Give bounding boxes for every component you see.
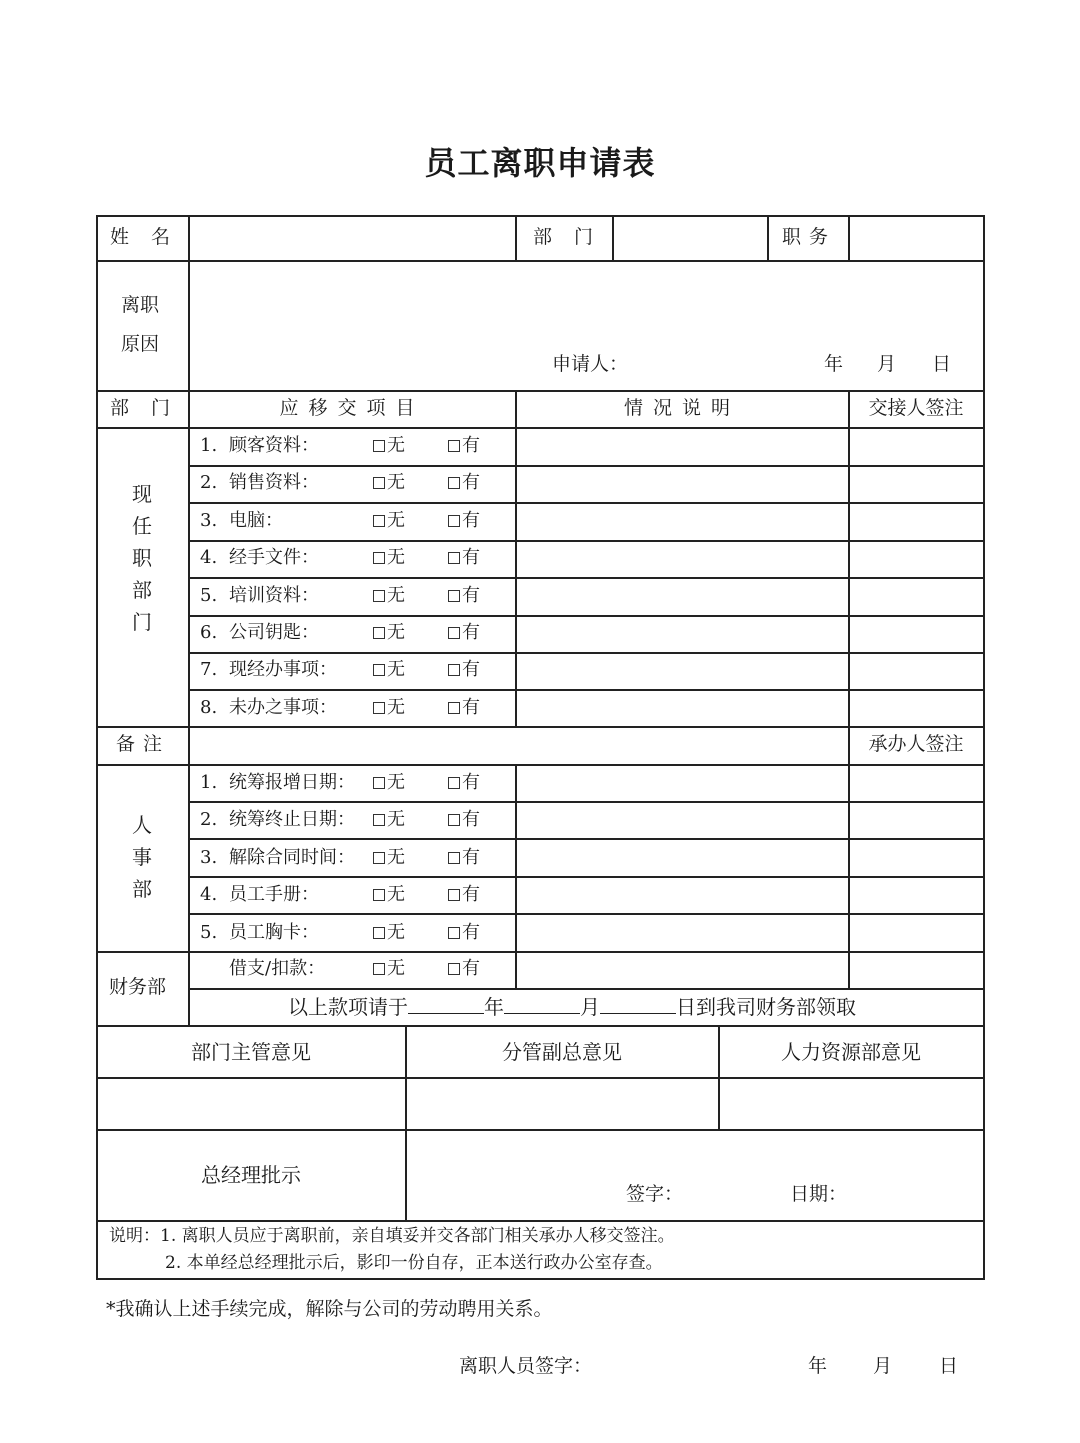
- hr-option-yes[interactable]: 有: [448, 774, 480, 792]
- blank-line[interactable]: [408, 999, 484, 1014]
- checkbox-icon: [373, 552, 385, 564]
- current-dept-details-cell[interactable]: [517, 464, 847, 499]
- checkbox-icon: [448, 515, 460, 527]
- current-dept-option-yes[interactable]: 有: [448, 624, 480, 642]
- hr-item-number: 1.: [200, 772, 218, 793]
- hr-option-yes[interactable]: 有: [448, 811, 480, 829]
- current-dept-item-label: 销售资料：: [229, 472, 319, 494]
- signature-year-label: 年: [808, 1355, 828, 1377]
- current-dept-item-number: 1.: [200, 435, 218, 456]
- checkbox-icon: [373, 852, 385, 864]
- col-divider: [767, 215, 769, 260]
- checkbox-icon: [448, 852, 460, 864]
- remarks-label: 备注: [116, 733, 171, 755]
- current-dept-item-label: 经手文件：: [229, 547, 319, 569]
- current-dept-item-number: 2.: [200, 472, 218, 494]
- current-dept-item-number: 3.: [200, 509, 218, 531]
- col-header-details: 情况说明: [623, 397, 741, 419]
- checkbox-icon: [373, 515, 385, 527]
- current-dept-item-label: 现经办事项：: [229, 659, 337, 681]
- current-dept-item-number: 4.: [200, 547, 218, 569]
- current-dept-option-yes[interactable]: 有: [448, 437, 480, 455]
- current-dept-details-cell[interactable]: [517, 689, 847, 724]
- current-dept-option-yes[interactable]: 有: [448, 587, 480, 605]
- current-dept-option-no[interactable]: 无: [373, 437, 405, 455]
- hr-item-label: 员工胸卡：: [229, 921, 319, 943]
- current-dept-item-label: 电脑：: [229, 509, 283, 531]
- blank-line[interactable]: [504, 999, 580, 1014]
- resignation-form-table: [96, 215, 985, 1280]
- checkbox-icon: [448, 889, 460, 901]
- note-line-2: 2. 本单经总经理批示后，影印一份自存，正本送行政办公室存查。: [165, 1253, 663, 1273]
- remarks-field[interactable]: [190, 728, 847, 763]
- hr-option-no[interactable]: 无: [373, 886, 405, 904]
- current-dept-option-no[interactable]: 无: [373, 587, 405, 605]
- current-dept-details-cell[interactable]: [517, 502, 847, 537]
- checkbox-icon: [448, 963, 460, 975]
- blank-line[interactable]: [600, 999, 676, 1014]
- hr-sign-cell[interactable]: [850, 876, 982, 911]
- vice-gm-opinion-field[interactable]: [407, 1079, 717, 1128]
- current-dept-sign-cell[interactable]: [850, 651, 982, 686]
- current-dept-sign-cell[interactable]: [850, 577, 982, 612]
- current-dept-option-yes[interactable]: 有: [448, 512, 480, 530]
- resignee-signature-label: 离职人员签字：: [459, 1355, 593, 1377]
- current-dept-details-cell[interactable]: [517, 577, 847, 612]
- current-dept-sign-cell[interactable]: [850, 689, 982, 724]
- checkbox-icon: [373, 702, 385, 714]
- hr-item-label: 统筹终止日期：: [229, 809, 355, 831]
- current-dept-item-label: 公司钥匙：: [229, 622, 319, 643]
- current-dept-label: 现 任 职 部 门: [132, 482, 152, 634]
- applicant-label: 申请人：: [552, 353, 629, 375]
- checkbox-icon: [448, 440, 460, 452]
- current-dept-option-no[interactable]: 无: [373, 512, 405, 530]
- hr-item-number: 2.: [200, 809, 218, 831]
- hr-option-no[interactable]: 无: [373, 811, 405, 829]
- current-dept-sign-cell[interactable]: [850, 464, 982, 499]
- current-dept-item-label: 顾客资料：: [229, 435, 319, 456]
- current-dept-item-number: 8.: [200, 696, 218, 718]
- current-dept-item-label: 培训资料：: [229, 584, 319, 606]
- checkbox-icon: [373, 963, 385, 975]
- current-dept-sign-cell[interactable]: [850, 539, 982, 574]
- hr-item-label: 统筹报增日期：: [229, 772, 355, 793]
- reason-month-label: 月: [877, 353, 897, 375]
- current-dept-option-yes[interactable]: 有: [448, 661, 480, 679]
- name-label: 姓名: [110, 226, 193, 248]
- hr-item-label: 解除合同时间：: [229, 846, 355, 868]
- current-dept-option-no[interactable]: 无: [373, 699, 405, 717]
- checkbox-icon: [373, 889, 385, 901]
- hr-details-cell[interactable]: [517, 764, 847, 799]
- col-header-handover-sign: 交接人签注: [868, 397, 964, 419]
- reason-label-line1: 离职: [121, 294, 160, 316]
- current-dept-option-no[interactable]: 无: [373, 661, 405, 679]
- hr-option-no[interactable]: 无: [373, 924, 405, 942]
- current-dept-details-cell[interactable]: [517, 539, 847, 574]
- col-divider: [515, 215, 517, 260]
- row-divider: [188, 988, 985, 990]
- current-dept-details-cell[interactable]: [517, 651, 847, 686]
- hr-details-cell[interactable]: [517, 914, 847, 949]
- gm-date-label: 日期：: [790, 1183, 848, 1205]
- table-border-right: [983, 215, 985, 1280]
- current-dept-option-no[interactable]: 无: [373, 624, 405, 642]
- finance-option-no[interactable]: 无: [373, 960, 405, 978]
- dept-head-opinion-label: 部门主管意见: [191, 1040, 311, 1064]
- current-dept-option-no[interactable]: 无: [373, 549, 405, 567]
- current-dept-sign-cell[interactable]: [850, 614, 982, 649]
- checkbox-icon: [373, 440, 385, 452]
- position-field[interactable]: [850, 217, 982, 259]
- checkbox-icon: [448, 627, 460, 639]
- row-divider: [96, 1220, 985, 1222]
- hr-opinion-field[interactable]: [720, 1079, 982, 1128]
- checkbox-icon: [448, 777, 460, 789]
- hr-option-yes[interactable]: 有: [448, 886, 480, 904]
- hr-item-label: 员工手册：: [229, 884, 319, 906]
- row-divider: [96, 951, 985, 953]
- current-dept-sign-cell[interactable]: [850, 502, 982, 537]
- reason-field[interactable]: [190, 262, 982, 352]
- current-dept-option-yes[interactable]: 有: [448, 549, 480, 567]
- checkbox-icon: [373, 664, 385, 676]
- hr-option-no[interactable]: 无: [373, 849, 405, 867]
- row-divider: [96, 1025, 985, 1027]
- hr-details-cell[interactable]: [517, 839, 847, 874]
- gm-approval-field[interactable]: [407, 1131, 982, 1219]
- hr-sign-cell[interactable]: [850, 839, 982, 874]
- current-dept-details-cell[interactable]: [517, 427, 847, 462]
- hr-sign-cell[interactable]: [850, 801, 982, 836]
- table-border-bottom: [96, 1278, 985, 1280]
- checkbox-icon: [448, 477, 460, 489]
- checkbox-icon: [448, 927, 460, 939]
- checkbox-icon: [373, 627, 385, 639]
- finance-option-yes[interactable]: 有: [448, 960, 480, 978]
- hr-item-number: 3.: [200, 846, 218, 868]
- dept-field[interactable]: [614, 217, 766, 259]
- name-field[interactable]: [190, 217, 514, 259]
- confirmation-statement: *我确认上述手续完成，解除与公司的劳动聘用关系。: [106, 1298, 553, 1320]
- hr-dept-label: 人 事 部: [132, 813, 152, 901]
- hr-option-yes[interactable]: 有: [448, 849, 480, 867]
- finance-dept-label: 财务部: [109, 976, 167, 998]
- checkbox-icon: [448, 814, 460, 826]
- checkbox-icon: [373, 477, 385, 489]
- row-divider: [96, 390, 985, 392]
- col-header-dept: 部门: [110, 397, 193, 419]
- hr-sign-cell[interactable]: [850, 764, 982, 799]
- gm-sign-label: 签字：: [626, 1183, 684, 1205]
- checkbox-icon: [448, 664, 460, 676]
- dept-label: 部门: [533, 226, 616, 248]
- reason-label-line2: 原因: [121, 333, 160, 355]
- current-dept-sign-cell[interactable]: [850, 427, 982, 462]
- current-dept-option-no[interactable]: 无: [373, 474, 405, 492]
- gm-approval-label: 总经理批示: [201, 1163, 301, 1187]
- checkbox-icon: [373, 590, 385, 602]
- current-dept-option-yes[interactable]: 有: [448, 474, 480, 492]
- vice-gm-opinion-label: 分管副总意见: [502, 1040, 622, 1064]
- signature-day-label: 日: [939, 1355, 959, 1377]
- dept-head-opinion-field[interactable]: [98, 1079, 404, 1128]
- current-dept-item-label: 未办之事项：: [229, 696, 337, 718]
- checkbox-icon: [448, 590, 460, 602]
- hr-sign-cell[interactable]: [850, 914, 982, 949]
- current-dept-item-number: 7.: [200, 659, 218, 681]
- checkbox-icon: [373, 777, 385, 789]
- hr-option-yes[interactable]: 有: [448, 924, 480, 942]
- current-dept-item-number: 5.: [200, 584, 218, 606]
- checkbox-icon: [448, 702, 460, 714]
- current-dept-details-cell[interactable]: [517, 614, 847, 649]
- page-title: 员工离职申请表: [424, 144, 656, 182]
- checkbox-icon: [448, 552, 460, 564]
- finance-collect-line: 以上款项请于 年 月 日到我司财务部领取: [288, 995, 856, 1019]
- handler-sign-label: 承办人签注: [868, 733, 964, 755]
- reason-year-label: 年: [824, 353, 844, 375]
- hr-option-no[interactable]: 无: [373, 774, 405, 792]
- checkbox-icon: [373, 927, 385, 939]
- reason-day-label: 日: [932, 353, 952, 375]
- note-line-1: 说明：1. 离职人员应于离职前，亲自填妥并交各部门相关承办人移交签注。: [109, 1226, 675, 1246]
- col-divider: [848, 726, 850, 764]
- hr-opinion-label: 人力资源部意见: [781, 1040, 921, 1064]
- checkbox-icon: [373, 814, 385, 826]
- finance-item-label: 借支/扣款：: [229, 958, 326, 979]
- hr-details-cell[interactable]: [517, 876, 847, 911]
- signature-month-label: 月: [873, 1355, 893, 1377]
- hr-details-cell[interactable]: [517, 801, 847, 836]
- hr-item-number: 5.: [200, 921, 218, 943]
- current-dept-item-number: 6.: [200, 622, 218, 643]
- position-label: 职务: [782, 226, 837, 248]
- current-dept-option-yes[interactable]: 有: [448, 699, 480, 717]
- hr-item-number: 4.: [200, 884, 218, 906]
- col-header-items: 应移交项目: [279, 397, 425, 419]
